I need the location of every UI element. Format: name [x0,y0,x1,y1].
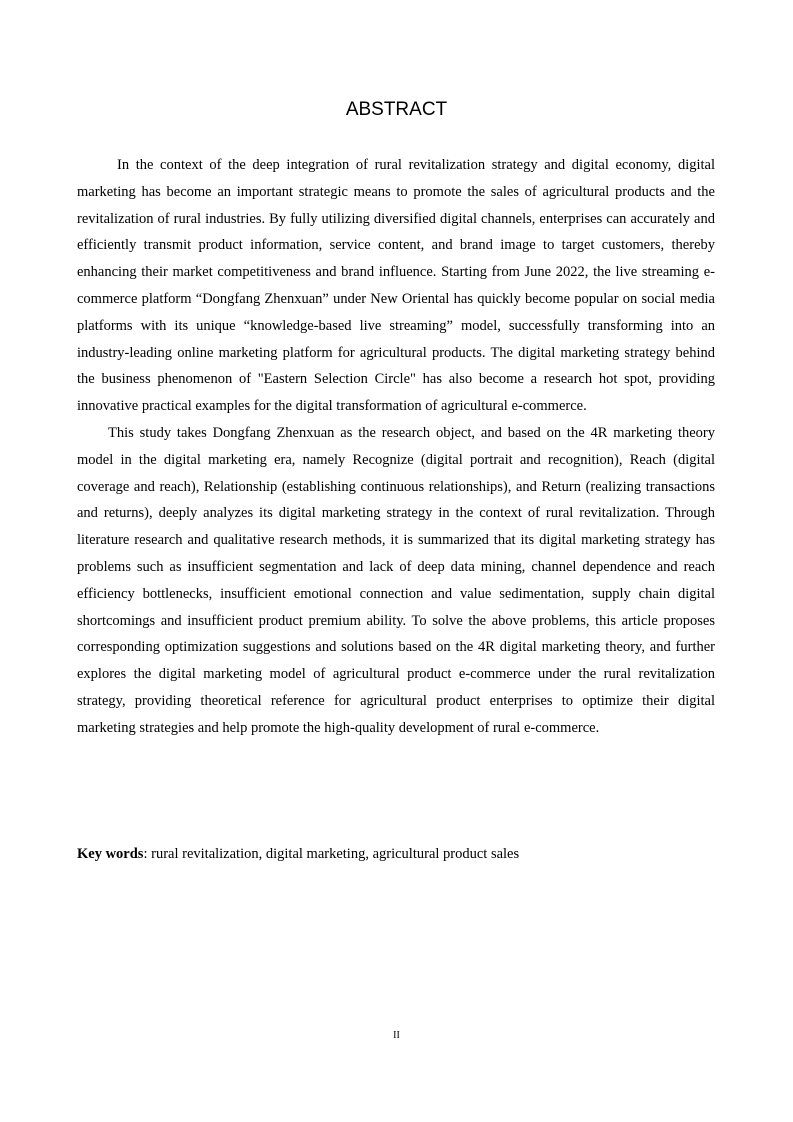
keywords-label: Key words [77,846,144,862]
abstract-body [77,152,715,742]
abstract-title: ABSTRACT [345,99,448,120]
page-number: II [393,1030,400,1041]
abstract-paragraph-1: In the context of the deep integration of rural revitalization strategy and digital economy, digital marketing has become an important strategic means to promote the sales of agricultural products and the revitalization of rural industries. By fully utilizing diversified digital channels, enterprises can accurately and efficiently transmit product information, service content, and brand image to target customers, thereby enhancing their market competitiveness and brand influence. Starting from June 2022, the live streaming e-commerce platform “Dongfang Zhenxuan” under New Oriental has quickly become popular on social media platforms with its unique “knowledge-based live streaming” model, successfully transforming into an industry-leading online marketing platform for agricultural products. The digital marketing strategy behind the business phenomenon of "Eastern Selection Circle" has also become a research hot spot, providing innovative practical examples for the digital transformation of agricultural e-commerce. [77,157,715,415]
keywords-text: : rural revitalization, digital marketing, agricultural product sales [143,846,520,862]
abstract-paragraph-2: This study takes Dongfang Zhenxuan as the research object, and based on the 4R marketing theory model in the digital marketing era, namely Recognize (digital portrait and recognition), Reach (digital coverage and reach), Relationship (establishing continuous relationships), and Return (realizing transactions and returns), deeply analyzes its digital marketing strategy in the context of rural revitalization. Through literature research and qualitative research methods, it is summarized that its digital marketing strategy has problems such as insufficient segmentation and lack of deep data mining, channel dependence and reach efficiency bottlenecks, insufficient emotional connection and value sedimentation, supply chain digital shortcomings and insufficient product premium ability. To solve the above problems, this article proposes corresponding optimization suggestions and solutions based on the 4R digital marketing theory, and further explores the digital marketing model of agricultural product e-commerce under the rural revitalization strategy, providing theoretical reference for agricultural product enterprises to optimize their digital marketing strategies and help promote the high-quality development of rural e-commerce. [77,424,715,736]
keywords-line [77,846,715,863]
